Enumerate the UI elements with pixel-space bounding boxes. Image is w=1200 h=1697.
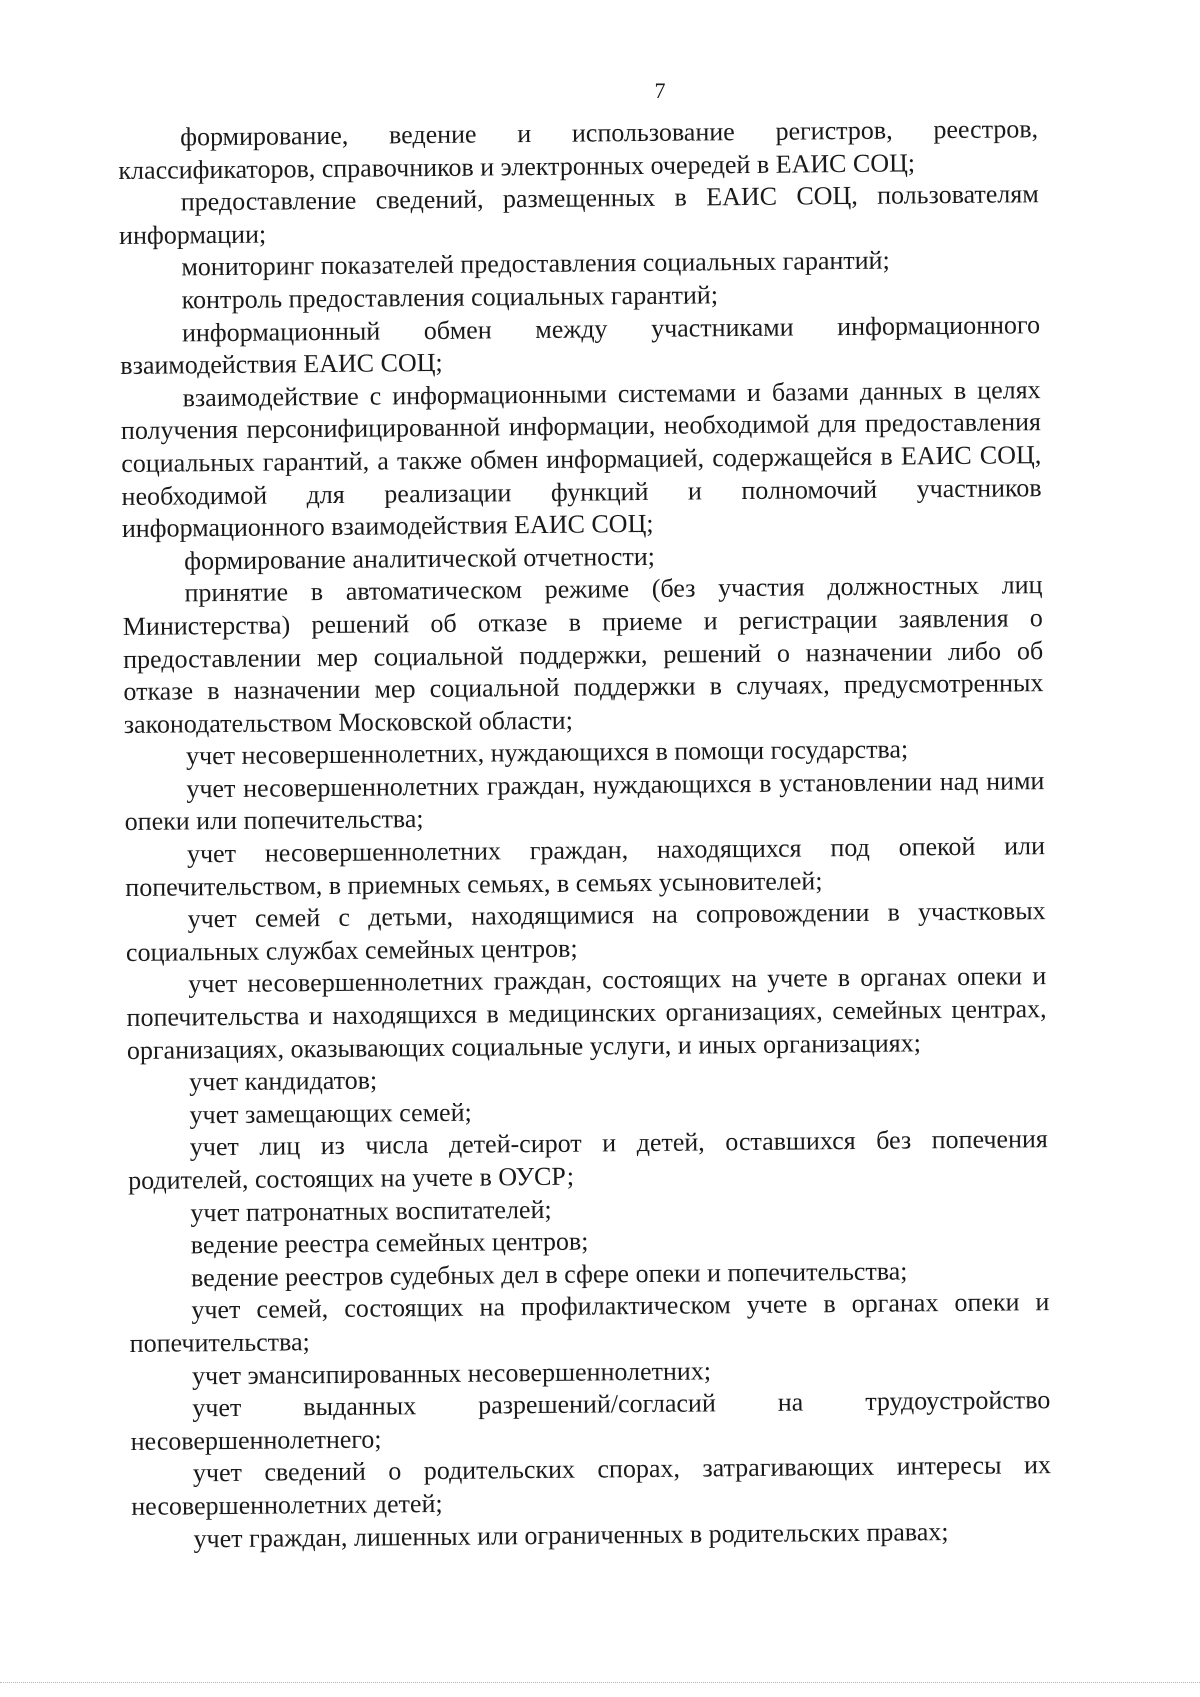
list-item: учет выданных разрешений/согласий на трудоустройство несовершеннолетнего; xyxy=(130,1385,1051,1456)
list-item: учет семей с детьми, находящимися на сопровождении в участковых социальных службах семейных центров; xyxy=(125,896,1046,967)
list-item: принятие в автоматическом режиме (без участия должностных лиц Министерства) решений об отказе в приеме и регистрации заявления о предоставлении мер социальной поддержки, решений о назначении либо об отказе в назначении мер социальной поддержки в случаях, предусмотренных законодательством Московской области; xyxy=(122,570,1044,739)
page-number: 7 xyxy=(654,78,666,103)
list-item: учет сведений о родительских спорах, затрагивающих интересы их несовершеннолетних детей; xyxy=(131,1450,1052,1521)
list-item: учет граждан, лишенных или ограниченных в родительских правах; xyxy=(193,1516,949,1553)
scan-bottom-edge xyxy=(0,1682,1200,1683)
list-item: учет несовершеннолетних граждан, нуждающихся в установлении над ними опеки или попечительства; xyxy=(124,766,1045,837)
list-item: формирование, ведение и использование регистров, реестров, классификаторов, справочников и электронных очередей в ЕАИС СОЦ; xyxy=(118,114,1039,185)
list-item: взаимодействие с информационными системами и базами данных в целях получения персонифицированной информации, необходимой для предоставления социальных гарантий, а также обмен информацией, содержащейся в ЕАИС СОЦ, необходимой для реализации функций и полномочий участников информационного взаимодействия ЕАИС СОЦ; xyxy=(120,374,1042,544)
list-item: учет патронатных воспитателей; xyxy=(190,1194,552,1227)
list-item: учет замещающих семей; xyxy=(189,1097,472,1130)
document-body xyxy=(118,113,1052,1556)
list-item: учет кандидатов; xyxy=(189,1065,378,1097)
list-item: ведение реестров судебных дел в сфере опеки и попечительства; xyxy=(190,1256,908,1293)
list-item: мониторинг показателей предоставления социальных гарантий; xyxy=(181,245,890,282)
list-item: учет лиц из числа детей-сирот и детей, оставшихся без попечения родителей, состоящих на учете в ОУСР; xyxy=(128,1124,1048,1195)
list-item: учет несовершеннолетних, нуждающихся в помощи государства; xyxy=(185,734,909,771)
list-item: информационный обмен между участниками информационного взаимодействия ЕАИС СОЦ; xyxy=(120,309,1041,381)
list-item: учет несовершеннолетних граждан, находящихся под опекой или попечительством, в приемных семьях, в семьях усыновителей; xyxy=(125,831,1046,902)
list-item: учет эмансипированных несовершеннолетних; xyxy=(191,1355,712,1390)
list-item: предоставление сведений, размещенных в ЕАИС СОЦ, пользователям информации; xyxy=(118,179,1039,250)
list-item: формирование аналитической отчетности; xyxy=(184,541,656,576)
list-item: контроль предоставления социальных гарантий; xyxy=(181,280,719,315)
list-item: ведение реестра семейных центров; xyxy=(190,1226,589,1260)
list-item: учет несовершеннолетних граждан, состоящих на учете в органах опеки и попечительства и находящихся в медицинских организациях, семейных центрах, организациях, оказывающих социальные услуги, и иных организациях; xyxy=(126,961,1047,1065)
list-item: учет семей, состоящих на профилактическом учете в органах опеки и попечительства; xyxy=(129,1287,1050,1358)
